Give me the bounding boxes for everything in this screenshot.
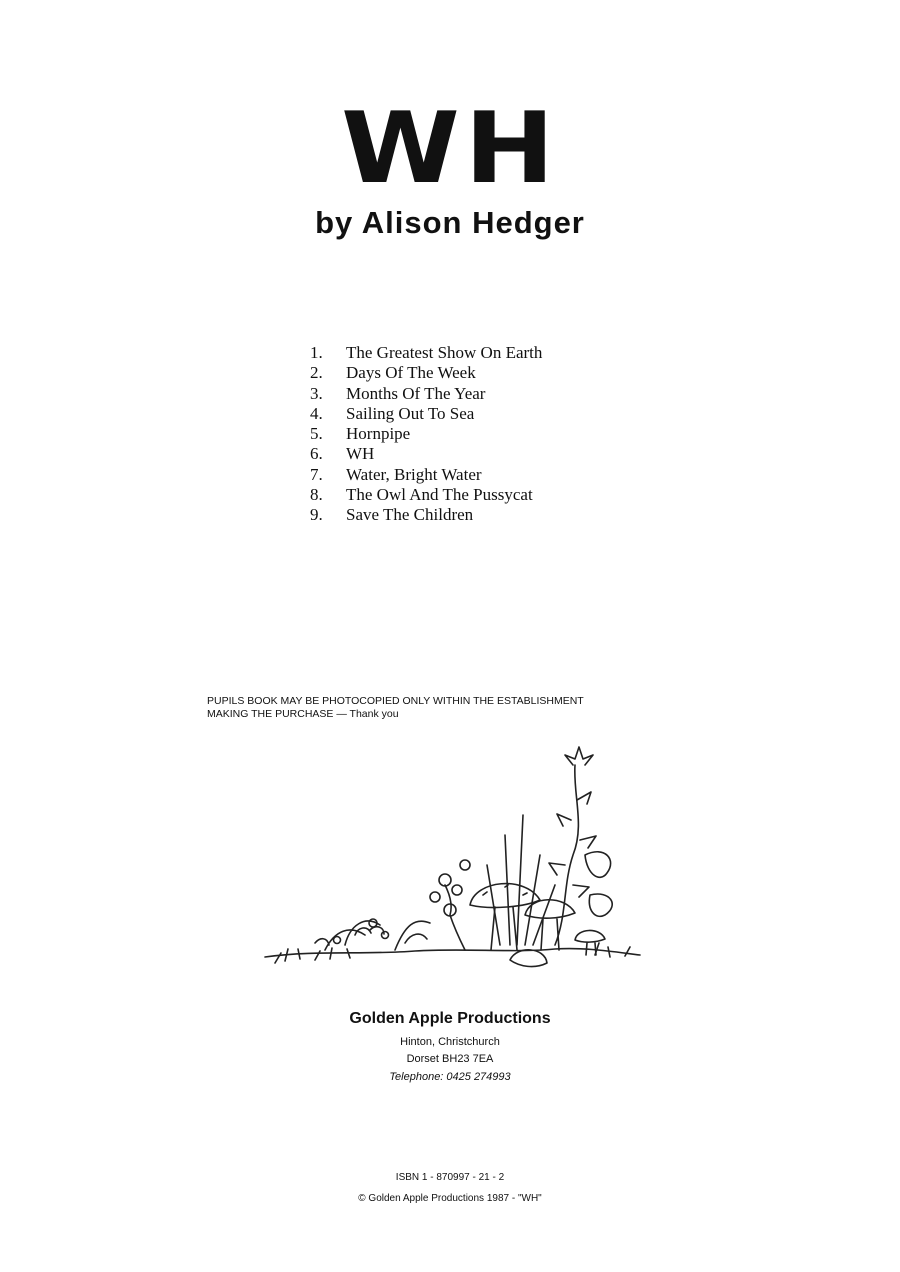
song-number: 8. [310, 485, 323, 505]
publisher-address-2: Dorset BH23 7EA [406, 1053, 494, 1065]
notice-line-2: MAKING THE PURCHASE — Thank you [207, 708, 399, 720]
song-number: 7. [310, 464, 323, 484]
song-title: Sailing Out To Sea [346, 403, 475, 423]
list-item [310, 505, 730, 525]
song-title: The Greatest Show On Earth [346, 343, 543, 362]
author-line: by Alison Hedger [315, 205, 585, 240]
list-item [310, 404, 730, 424]
song-number: 3. [310, 383, 323, 403]
publisher-phone: Telephone: 0425 274993 [389, 1071, 511, 1083]
song-number: 2. [310, 363, 323, 383]
mushroom-plant-illustration [255, 745, 645, 995]
song-number: 4. [310, 403, 323, 423]
song-title: Water, Bright Water [346, 464, 482, 484]
list-item [310, 424, 730, 444]
photocopy-notice [207, 695, 707, 721]
book-title: WH [341, 92, 559, 206]
song-number: 1. [310, 343, 323, 362]
list-item [310, 384, 730, 404]
list-item [310, 444, 730, 464]
publisher-address-1: Hinton, Christchurch [400, 1036, 500, 1048]
song-list [310, 343, 730, 526]
list-item [310, 465, 730, 485]
list-item [310, 363, 730, 383]
list-item [310, 343, 730, 363]
song-title: Save The Children [346, 505, 474, 525]
isbn: ISBN 1 - 870997 - 21 - 2 [395, 1172, 505, 1183]
notice-line-1: PUPILS BOOK MAY BE PHOTOCOPIED ONLY WITHIN THE ESTABLISHMENT [207, 695, 584, 707]
song-number: 6. [310, 444, 323, 464]
song-title: The Owl And The Pussycat [346, 485, 533, 505]
song-title: WH [346, 444, 375, 464]
song-title: Days Of The Week [346, 363, 476, 383]
copyright: © Golden Apple Productions 1987 - "WH" [358, 1193, 542, 1204]
song-title: Months Of The Year [346, 383, 486, 403]
publisher-name: Golden Apple Productions [349, 1010, 551, 1027]
list-item [310, 485, 730, 505]
song-number: 5. [310, 424, 323, 444]
song-title: Hornpipe [346, 424, 411, 444]
song-number: 9. [310, 505, 323, 525]
